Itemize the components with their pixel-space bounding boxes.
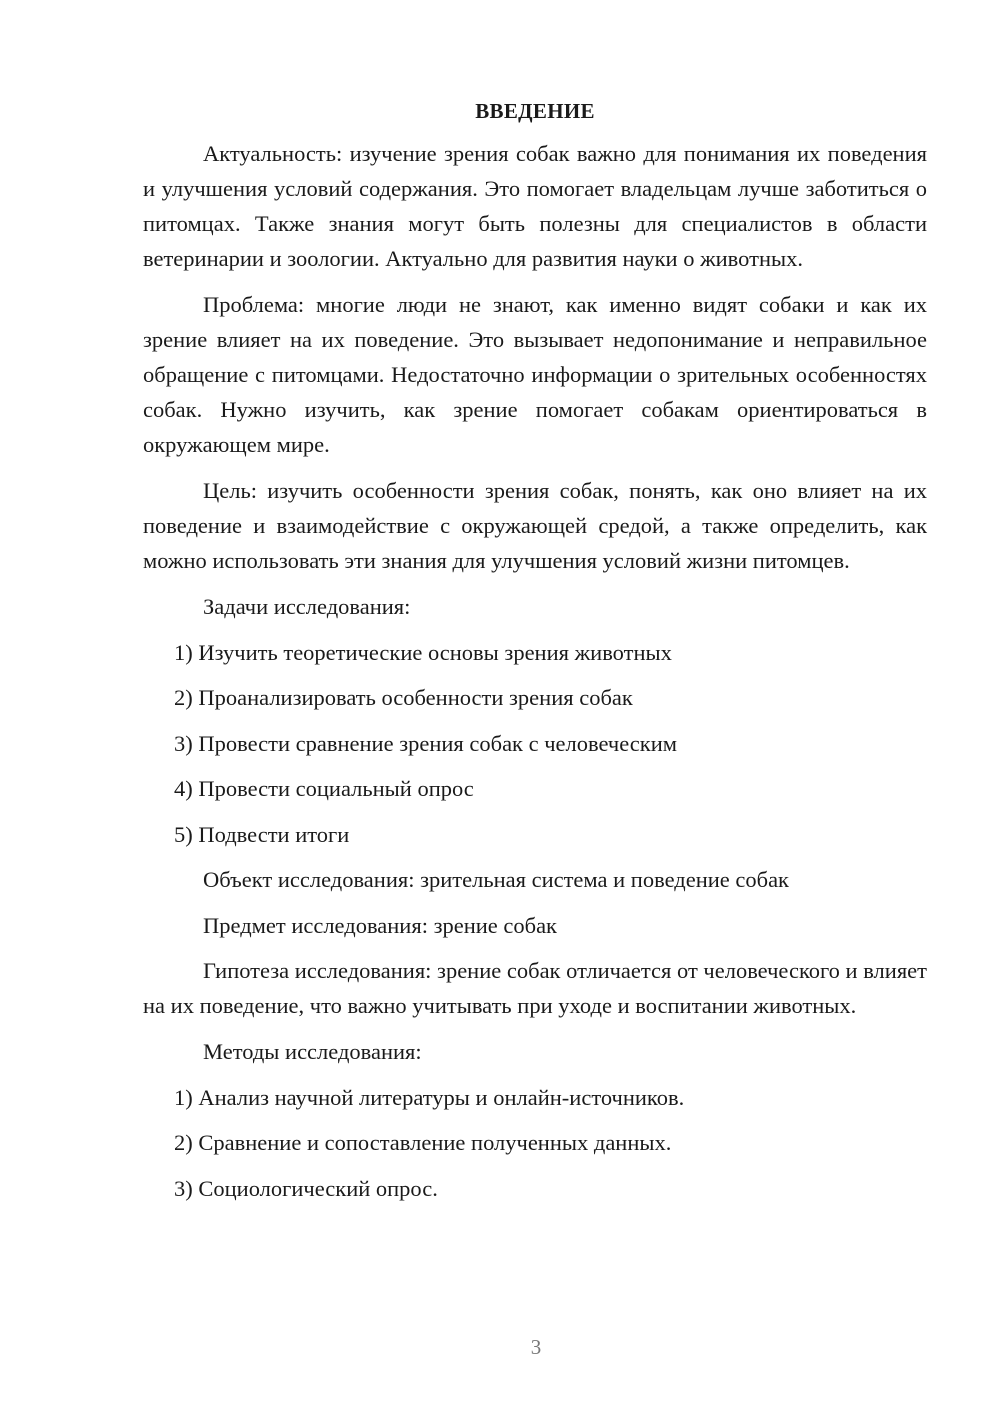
tasks-heading: Задачи исследования: (203, 594, 411, 619)
relevance-paragraph: Актуальность: изучение зрения собак важно для понимания их поведения и улучшения условий содержания. Это помогает владельцам лучше заботиться о питомцах. Также знания могут быть полезны для специалистов в области ветеринарии и зоологии. Актуально для развития науки о животных. (143, 141, 927, 271)
task-item: 2) Проанализировать особенности зрения собак (174, 685, 633, 710)
research-subject: Предмет исследования: зрение собак (203, 912, 557, 938)
methods-list (143, 1080, 927, 1206)
page-content (143, 96, 927, 1216)
tasks-list (143, 635, 927, 852)
task-item: 5) Подвести итоги (174, 821, 350, 847)
page-number: 3 (530, 1335, 542, 1359)
research-object: Объект исследования: зрительная система и поведение собак (203, 867, 789, 892)
task-item: 4) Провести социальный опрос (174, 776, 474, 801)
section-title: ВВЕДЕНИЕ (475, 99, 595, 123)
hypothesis-paragraph: Гипотеза исследования: зрение собак отличается от человеческого и влияет на их поведение, что важно учитывать при уходе и воспитании животных. (143, 958, 927, 1018)
method-item: 1) Анализ научной литературы и онлайн-источников. (174, 1084, 685, 1110)
method-item: 2) Сравнение и сопоставление полученных данных. (174, 1130, 672, 1155)
task-item: 3) Провести сравнение зрения собак с человеческим (174, 730, 677, 756)
problem-paragraph: Проблема: многие люди не знают, как именно видят собаки и как их зрение влияет на их поведение. Это вызывает недопонимание и неправильное обращение с питомцами. Недостаточно информации о зрительных особенностях собак. Нужно изучить, как зрение помогает собакам ориентироваться в окружающем мире. (143, 292, 927, 457)
methods-heading: Методы исследования: (203, 1039, 422, 1064)
task-item: 1) Изучить теоретические основы зрения животных (174, 639, 672, 665)
method-item: 3) Социологический опрос. (174, 1175, 438, 1201)
goal-paragraph: Цель: изучить особенности зрения собак, понять, как оно влияет на их поведение и взаимодействие с окружающей средой, а также определить, как можно использовать эти знания для улучшения условий жизни питомцев. (143, 478, 927, 573)
